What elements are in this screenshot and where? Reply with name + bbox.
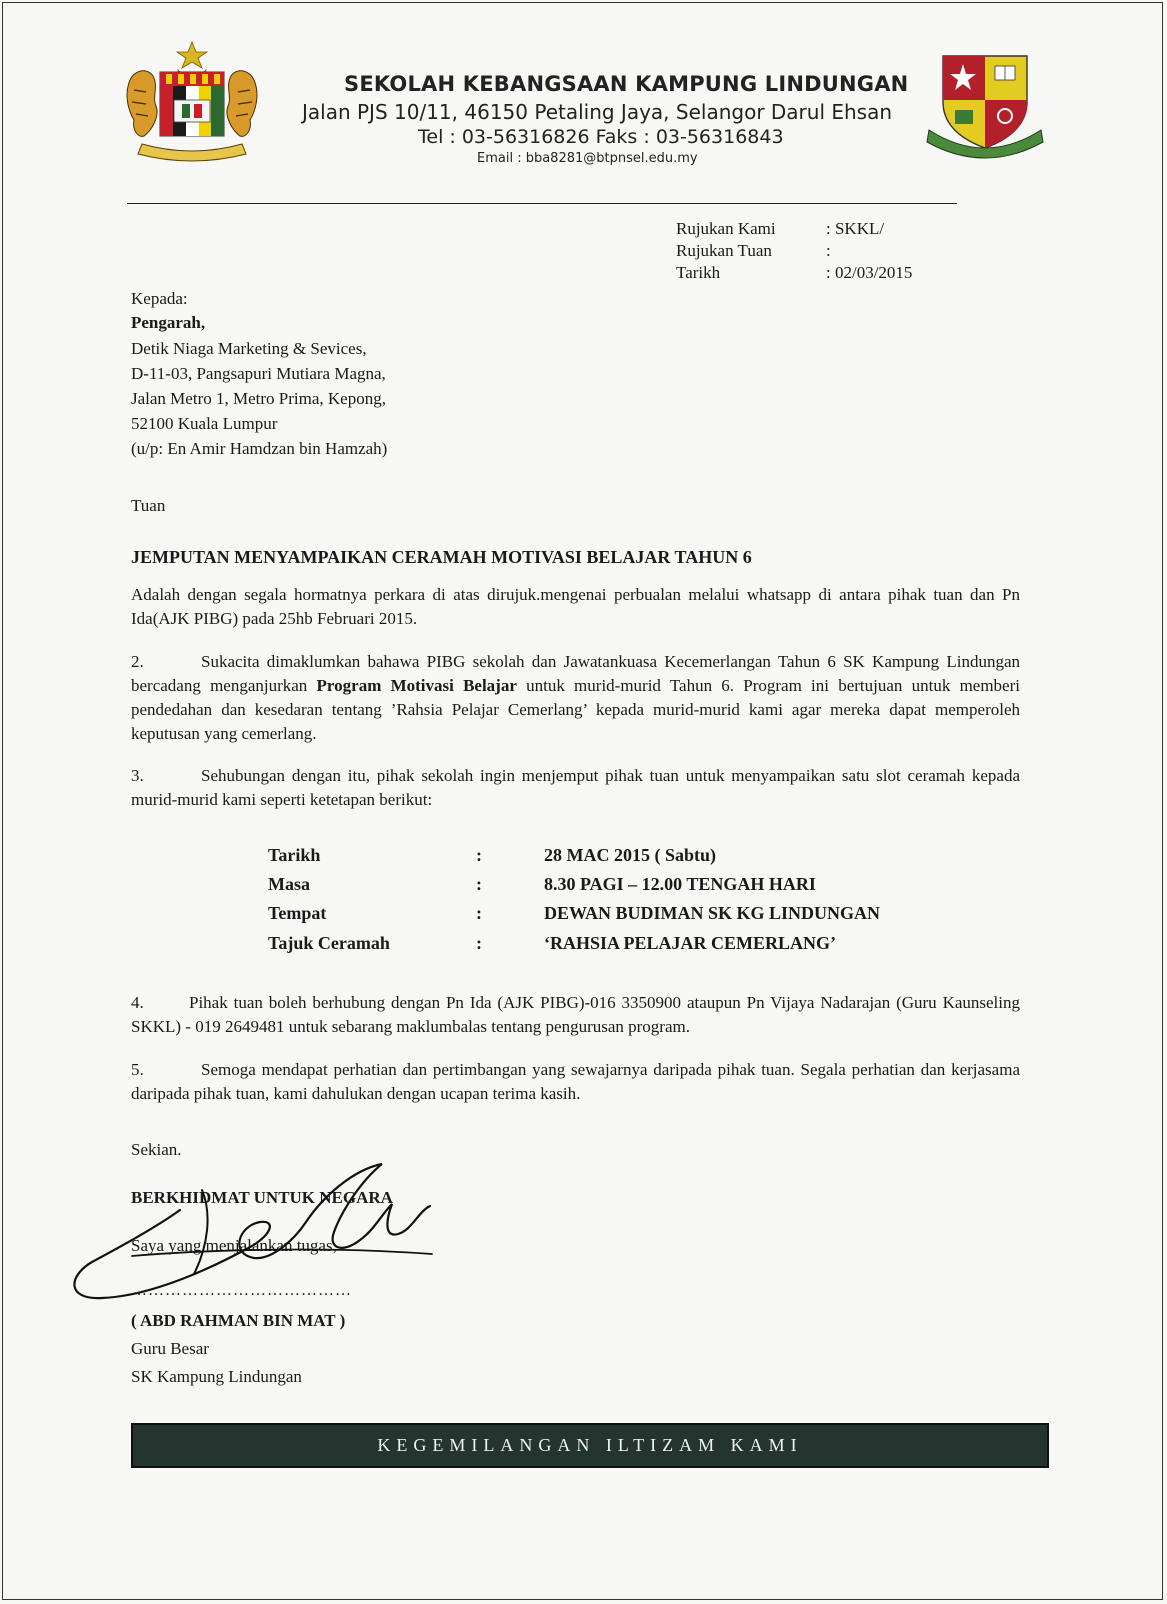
closing-saya: Saya yang menjalankan tugas, xyxy=(131,1236,337,1255)
recipient-address-3: 52100 Kuala Lumpur xyxy=(131,414,278,433)
event-sep-time: : xyxy=(476,874,482,894)
recipient-kepada: Kepada: xyxy=(131,289,188,308)
event-label-venue: Tempat xyxy=(268,903,327,923)
event-label-date: Tarikh xyxy=(268,845,321,865)
paragraph-5 xyxy=(131,1058,1020,1106)
event-value-time: 8.30 PAGI – 12.00 TENGAH HARI xyxy=(544,874,816,894)
paragraph-2-text-a: Sukacita dimaklumkan bahawa PIBG sekolah dan Jawatankuasa Kecemerlangan Tahun 6 SK Kampung Lindungan bercadang menganjurkan xyxy=(131,652,1020,695)
footer-banner xyxy=(131,1423,1049,1468)
header-divider xyxy=(127,203,957,204)
event-value-topic: ‘RAHSIA PELAJAR CEMERLANG’ xyxy=(544,933,837,953)
paragraph-2 xyxy=(131,650,1020,746)
paragraph-2-number: 2. xyxy=(131,652,144,671)
recipient-company: Detik Niaga Marketing & Sevices, xyxy=(131,339,367,358)
ref-label-yours: Rujukan Tuan xyxy=(676,241,772,260)
school-shield-logo-icon xyxy=(925,50,1045,162)
signatory-name: ( ABD RAHMAN BIN MAT ) xyxy=(131,1311,346,1330)
event-sep-venue: : xyxy=(476,903,482,923)
closing-sekian: Sekian. xyxy=(131,1140,182,1159)
event-sep-date: : xyxy=(476,845,482,865)
letter-subject: JEMPUTAN MENYAMPAIKAN CERAMAH MOTIVASI BELAJAR TAHUN 6 xyxy=(131,547,752,567)
paragraph-2-text-b: untuk murid-murid Tahun 6. Program ini bertujuan untuk memberi pendedahan dan kesedaran tentang ’Rahsia Pelajar Cemerlang’ kepada murid-murid kami agar mereka dapat memperoleh keputusan yang cemerlang. xyxy=(131,676,1020,743)
ref-value-ours: : SKKL/ xyxy=(826,219,885,238)
recipient-address-1: D-11-03, Pangsapuri Mutiara Magna, xyxy=(131,364,386,383)
signatory-school: SK Kampung Lindungan xyxy=(131,1367,302,1386)
ref-label-ours: Rujukan Kami xyxy=(676,219,776,238)
footer-motto: KEGEMILANGAN ILTIZAM KAMI xyxy=(377,1435,803,1455)
ref-value-date: : 02/03/2015 xyxy=(826,263,913,282)
event-value-date: 28 MAC 2015 ( Sabtu) xyxy=(544,845,717,865)
school-email: Email : bba8281@btpnsel.edu.my xyxy=(477,151,698,166)
school-name: SEKOLAH KEBANGSAAN KAMPUNG LINDUNGAN xyxy=(344,72,909,96)
paragraph-3 xyxy=(131,764,1020,812)
recipient-address-2: Jalan Metro 1, Metro Prima, Kepong, xyxy=(131,389,386,408)
paragraph-4-number: 4. xyxy=(131,993,144,1012)
recipient-attention: (u/p: En Amir Hamdzan bin Hamzah) xyxy=(131,439,388,458)
signatory-title: Guru Besar xyxy=(131,1339,209,1358)
school-phone-fax: Tel : 03-56316826 Faks : 03-56316843 xyxy=(418,126,784,148)
paragraph-1: Adalah dengan segala hormatnya perkara di atas dirujuk.mengenai perbualan melalui whatsapp di antara pihak tuan dan Pn Ida(AJK PIBG) pada 25hb Februari 2015. xyxy=(131,585,1020,628)
school-address: Jalan PJS 10/11, 46150 Petaling Jaya, Selangor Darul Ehsan xyxy=(302,100,893,124)
event-sep-topic: : xyxy=(476,933,482,953)
salutation: Tuan xyxy=(131,496,166,515)
paragraph-4-text: Pihak tuan boleh berhubung dengan Pn Ida (AJK PIBG)-016 3350900 ataupun Pn Vijaya Nadarajan (Guru Kaunseling SKKL) - 019 2649481 untuk sebarang maklumbalas tentang pengurusan program. xyxy=(131,993,1020,1036)
paragraph-4 xyxy=(131,991,1020,1039)
recipient-title: Pengarah, xyxy=(131,313,206,332)
paragraph-5-text: Semoga mendapat perhatian dan pertimbangan yang sewajarnya daripada pihak tuan. Segala perhatian dan kerjasama daripada pihak tuan, kami dahulukan dengan ucapan terima kasih. xyxy=(131,1060,1020,1103)
closing-motto: BERKHIDMAT UNTUK NEGARA xyxy=(131,1188,393,1207)
signature-line: ………………………………… xyxy=(131,1282,352,1299)
paragraph-2-program-name: Program Motivasi Belajar xyxy=(316,676,517,695)
ref-label-date: Tarikh xyxy=(676,263,721,282)
event-label-topic: Tajuk Ceramah xyxy=(268,933,390,953)
paragraph-3-text: Sehubungan dengan itu, pihak sekolah ingin menjemput pihak tuan untuk menyampaikan satu slot ceramah kepada murid-murid kami seperti ketetapan berikut: xyxy=(131,766,1020,809)
event-label-time: Masa xyxy=(268,874,310,894)
malaysia-coat-of-arms-icon xyxy=(122,40,262,165)
event-value-venue: DEWAN BUDIMAN SK KG LINDUNGAN xyxy=(544,903,881,923)
paragraph-3-number: 3. xyxy=(131,766,144,785)
paragraph-5-number: 5. xyxy=(131,1060,144,1079)
ref-value-yours: : xyxy=(826,241,831,260)
